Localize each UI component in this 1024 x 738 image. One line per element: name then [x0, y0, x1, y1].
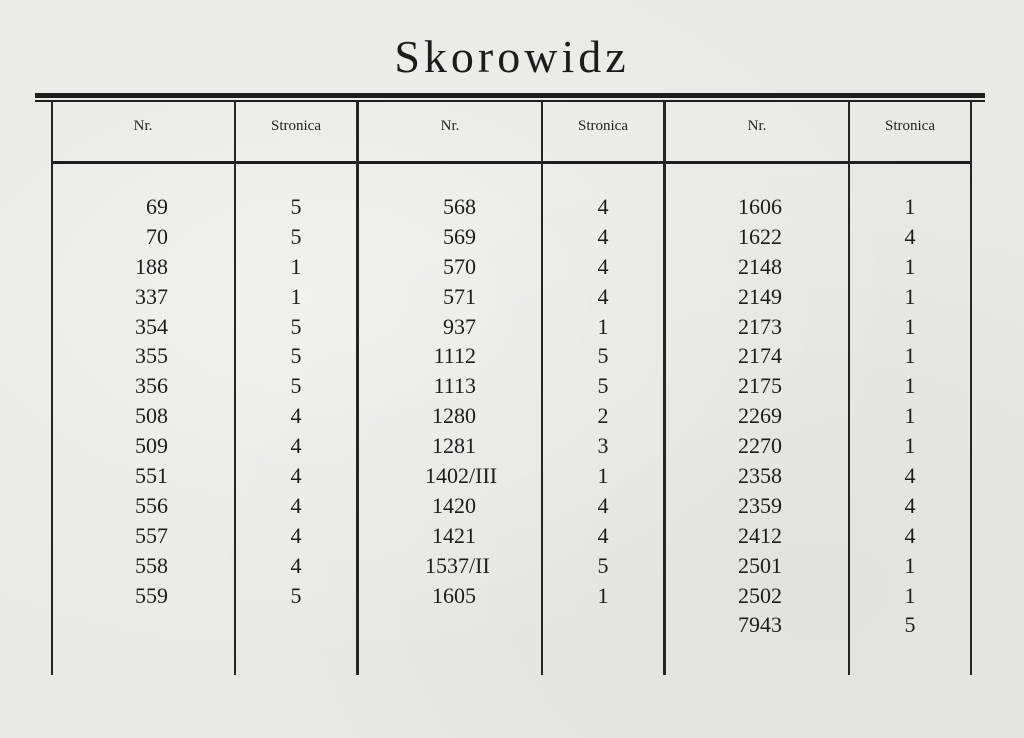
nr-cell [380, 551, 490, 581]
nr-cell: 1420 [432, 492, 476, 518]
stronica-cell: 1 [290, 253, 302, 279]
nr-cell-text: 1537/II [425, 552, 490, 578]
stronica-cell: 4 [597, 522, 609, 548]
stronica-cell: 5 [290, 313, 302, 339]
stronica-cell: 4 [290, 463, 302, 489]
nr-cell: 556 [135, 492, 168, 518]
nr-cell: 1605 [432, 582, 476, 608]
page-title: Skorowidz [394, 31, 630, 82]
nr-column-1 [60, 192, 168, 610]
nr-cell: 337 [135, 283, 168, 309]
nr-cell: 2174 [738, 343, 782, 369]
stronica-cell: 1 [597, 313, 609, 339]
nr-cell: 2501 [738, 552, 782, 578]
stronica-cell: 4 [290, 492, 302, 518]
nr-cell: 355 [135, 343, 168, 369]
stronica-cell: 1 [904, 343, 916, 369]
nr-cell: 7943 [738, 612, 782, 638]
nr-cell: 356 [135, 373, 168, 399]
nr-cell: 1622 [738, 223, 782, 249]
nr-cell: 551 [135, 463, 168, 489]
stronica-cell: 4 [904, 223, 916, 249]
header-nr-3: Nr. [747, 118, 767, 134]
nr-cell: 571 [443, 283, 476, 309]
stronica-cell: 4 [904, 522, 916, 548]
nr-cell: 188 [135, 253, 168, 279]
nr-cell: 1606 [738, 194, 782, 219]
nr-cell: 2148 [738, 253, 782, 279]
nr-cell: 2270 [738, 433, 782, 459]
nr-cell: 1280 [432, 403, 476, 429]
header-rule [52, 161, 972, 164]
stronica-cell: 1 [904, 253, 916, 279]
stronica-cell: 4 [597, 253, 609, 279]
stronica-cell: 5 [290, 223, 302, 249]
table-border-left [51, 101, 53, 675]
nr-cell: 1112 [433, 343, 476, 369]
stronica-cell: 4 [290, 403, 302, 429]
nr-cell: 2175 [738, 373, 782, 399]
stronica-cell: 5 [597, 552, 609, 578]
stronica-cell: 4 [290, 552, 302, 578]
header-stronica-1: Stronica [271, 118, 321, 134]
stronica-cell: 1 [904, 283, 916, 309]
stronica-cell: 4 [597, 492, 609, 518]
nr-cell: 559 [135, 582, 168, 608]
stronica-cell: 1 [904, 403, 916, 429]
stronica-cell: 5 [904, 612, 916, 638]
stronica-cell: 4 [597, 283, 609, 309]
stronica-cell: 5 [290, 343, 302, 369]
stronica-cell: 2 [597, 403, 609, 429]
top-rule-thin [35, 100, 985, 102]
nr-cell [380, 461, 498, 491]
stronica-cell: 5 [597, 343, 609, 369]
nr-cell: 2358 [738, 463, 782, 489]
nr-cell: 937 [443, 313, 476, 339]
stronica-cell: 1 [290, 283, 302, 309]
nr-cell: 2502 [738, 582, 782, 608]
stronica-cell: 1 [904, 313, 916, 339]
nr-cell: 2149 [738, 283, 782, 309]
nr-cell: 568 [443, 194, 476, 219]
nr-cell: 70 [146, 223, 168, 249]
stronica-cell: 1 [904, 373, 916, 399]
stronica-cell: 4 [290, 433, 302, 459]
nr-cell: 558 [135, 552, 168, 578]
nr-cell: 2173 [738, 313, 782, 339]
stronica-cell: 1 [904, 433, 916, 459]
stronica-column-2 [543, 192, 663, 610]
stronica-cell: 5 [597, 373, 609, 399]
nr-column-3 [690, 192, 782, 640]
stronica-cell: 5 [290, 194, 302, 219]
stronica-cell: 3 [597, 433, 609, 459]
stronica-cell: 4 [597, 223, 609, 249]
stronica-column-3 [850, 192, 970, 640]
nr-column-2 [380, 192, 498, 610]
header-nr-2: Nr. [440, 118, 460, 134]
nr-cell: 569 [443, 223, 476, 249]
stronica-cell: 1 [904, 194, 916, 219]
stronica-cell: 4 [904, 463, 916, 489]
stronica-cell: 1 [904, 552, 916, 578]
stronica-cell: 5 [290, 582, 302, 608]
nr-cell: 69 [146, 194, 168, 219]
group-divider [663, 101, 666, 675]
nr-cell: 1113 [433, 373, 476, 399]
stronica-column-1 [236, 192, 356, 610]
header-nr-1: Nr. [133, 118, 153, 134]
stronica-cell: 5 [290, 373, 302, 399]
header-stronica-3: Stronica [885, 118, 935, 134]
header-stronica-2: Stronica [578, 118, 628, 134]
nr-cell: 2359 [738, 492, 782, 518]
nr-cell: 2412 [738, 522, 782, 548]
group-divider [356, 101, 359, 675]
nr-cell: 1421 [432, 522, 476, 548]
nr-cell: 2269 [738, 403, 782, 429]
stronica-cell: 4 [904, 492, 916, 518]
table-border-right [970, 101, 972, 675]
stronica-cell: 1 [597, 582, 609, 608]
nr-cell: 354 [135, 313, 168, 339]
stronica-cell: 1 [597, 463, 609, 489]
nr-cell: 1281 [432, 433, 476, 459]
nr-cell-text: 1402/III [425, 463, 498, 489]
nr-cell: 509 [135, 433, 168, 459]
stronica-cell: 4 [290, 522, 302, 548]
stronica-cell: 1 [904, 582, 916, 608]
top-rule-thick [35, 93, 985, 98]
nr-cell: 557 [135, 522, 168, 548]
nr-cell: 570 [443, 253, 476, 279]
stronica-cell: 4 [597, 194, 609, 219]
nr-cell: 508 [135, 403, 168, 429]
